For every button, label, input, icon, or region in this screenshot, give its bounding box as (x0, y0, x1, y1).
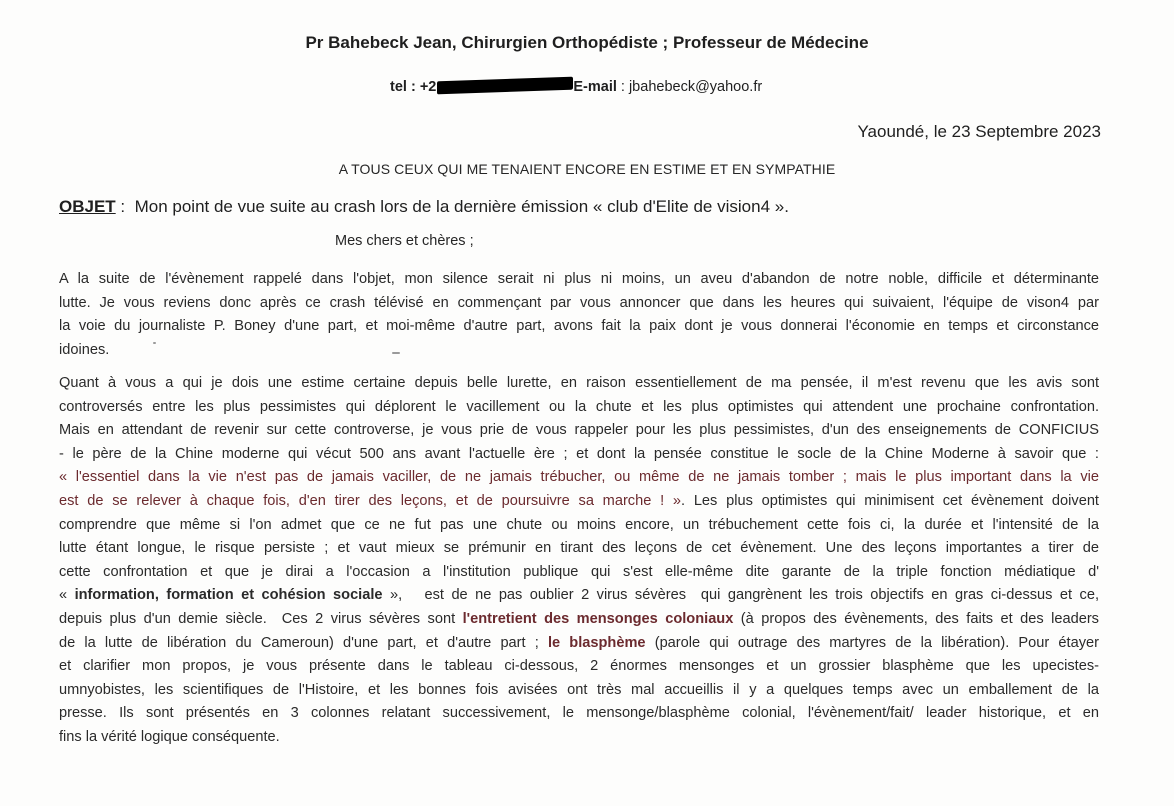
paragraph-line-rest: », est de ne pas oublier 2 virus sévères qui gangrènent les trois objectifs en gras ci-dessus et ce, (382, 587, 1099, 604)
paragraph-line: umnyobistes, les scientifiques de l'Histoire, et les bonnes fois avisées ont très mal accueillis il y a quelques temps avec un emballement de la (59, 681, 1099, 698)
paragraph-line: fins la vérité logique conséquente. (59, 728, 280, 745)
paragraph-line: lutte. Je vous reviens donc après ce crash télévisé en commençant par vous annoncer que dans les heures qui suivaient, l'équipe de vison4 par (59, 294, 1099, 311)
paragraph-line (59, 584, 1099, 608)
paragraph-line: Mais en attendant de revenir sur cette controverse, je vous prie de vous rappeler pour les plus pessimistes, d'un des enseignements de CONFICIUS (59, 422, 1099, 439)
salutation: Mes chers et chères ; (335, 233, 474, 249)
paragraph-line: la voie du journaliste P. Boney d'une part, et moi-même d'autre part, avons fait la paix dont je vous donnerai l'économie en temps et circonstance (59, 318, 1099, 335)
paragraph-line-start: de la lutte de libération du Cameroun) d'une part, et d'autre part ; (59, 634, 548, 651)
contact-line (390, 79, 762, 95)
highlight-blasphemy: le blasphème (547, 634, 646, 651)
bold-triple-function: information, formation et cohésion sociale (74, 587, 383, 604)
paragraph-line (59, 632, 1099, 656)
paragraph-line: controversés entre les plus pessimistes qui déplorent le vacillement ou la chute et les plus optimistes qui attendent une prochaine confrontation. (59, 398, 1099, 415)
paragraph-line-start: depuis plus d'un demie siècle. Ces 2 virus sévères sont (59, 610, 463, 627)
paragraph-line-rest: (parole qui outrage des martyres de la libération). Pour étayer (645, 634, 1099, 651)
paragraph-line (59, 490, 1099, 514)
email-label: E-mail (573, 79, 617, 95)
paragraph-line: presse. Ils sont présentés en 3 colonnes relatant successivement, le mensonge/blasphème colonial, l'évènement/fait/ leader historique, et en (59, 705, 1099, 722)
place-date: Yaoundé, le 23 Septembre 2023 (857, 122, 1101, 141)
highlight-colonial-lies: l'entretient des mensonges coloniaux (462, 610, 734, 627)
paragraph-line: A la suite de l'évènement rappelé dans l'objet, mon silence serait ni plus ni moins, un aveu d'abandon de notre noble, difficile et déterminante (59, 271, 1099, 287)
paragraph-line: lutte étant longue, le risque persiste ; et vaut mieux se prémunir en tirant des leçons de cet évènement. Une des leçons importantes a tirer de (59, 540, 1099, 557)
subject-text: Mon point de vue suite au crash lors de la dernière émission « club d'Elite de vision4 ». (134, 197, 789, 216)
redaction-mark (437, 77, 573, 95)
paragraph-intro (59, 268, 1099, 362)
confucius-quote-end: est de se relever à chaque fois, d'en tirer des leçons, et de poursuivre sa marche ! » (59, 492, 682, 509)
paragraph-line-rest: . Les plus optimistes qui minimisent cet évènement doivent (681, 492, 1099, 509)
paragraph-line: et clarifier mon propos, je vous présente dans le tableau ci-dessous, 2 énormes mensonges et un grossier blasphème que les upecistes- (59, 658, 1099, 675)
subject-line (59, 197, 789, 217)
author-header: Pr Bahebeck Jean, Chirurgien Orthopédiste ; Professeur de Médecine (305, 33, 869, 52)
paragraph-line: Quant à vous a qui je dois une estime certaine depuis belle lurette, en raison essentiellement de ma pensée, il m'est revenu que les avis sont (59, 375, 1099, 391)
tel-label: tel : (390, 79, 416, 95)
paragraph-main (59, 372, 1099, 750)
paragraph-line-rest: (à propos des évènements, des faits et des leaders (733, 610, 1099, 627)
tel-prefix: +2 (419, 79, 437, 95)
paragraph-line: - le père de la Chine moderne qui vécut 500 ans avant l'actuelle ère ; et dont la pensée constitue le socle de la Chine Moderne à savoir que : (59, 445, 1099, 462)
subject-label: OBJET (59, 197, 116, 216)
scan-speck (153, 342, 156, 344)
subject-separator: : (115, 197, 135, 216)
confucius-quote-line: « l'essentiel dans la vie n'est pas de jamais vaciller, de ne jamais trébucher, ou même de ne jamais tomber ; mais le plus important dans la vie (59, 469, 1099, 486)
paragraph-line: comprendre que même si l'on admet que ce ne fut pas une chute ou moins encore, un trébuchement cette fois ci, la durée et l'intensité de la (59, 516, 1099, 533)
scan-speck (392, 352, 400, 354)
paragraph-line (59, 608, 1099, 632)
recipients-line: A TOUS CEUX QUI ME TENAIENT ENCORE EN ESTIME ET EN SYMPATHIE (338, 161, 836, 177)
email-value: : jbahebeck@yahoo.fr (620, 79, 763, 95)
paragraph-line: cette confrontation et que je dirai a l'occasion a l'institution publique qui s'est elle-même dite garante de la triple fonction médiatique d' (59, 563, 1099, 580)
paragraph-line: idoines. (59, 341, 110, 358)
open-quote: « (59, 587, 75, 604)
